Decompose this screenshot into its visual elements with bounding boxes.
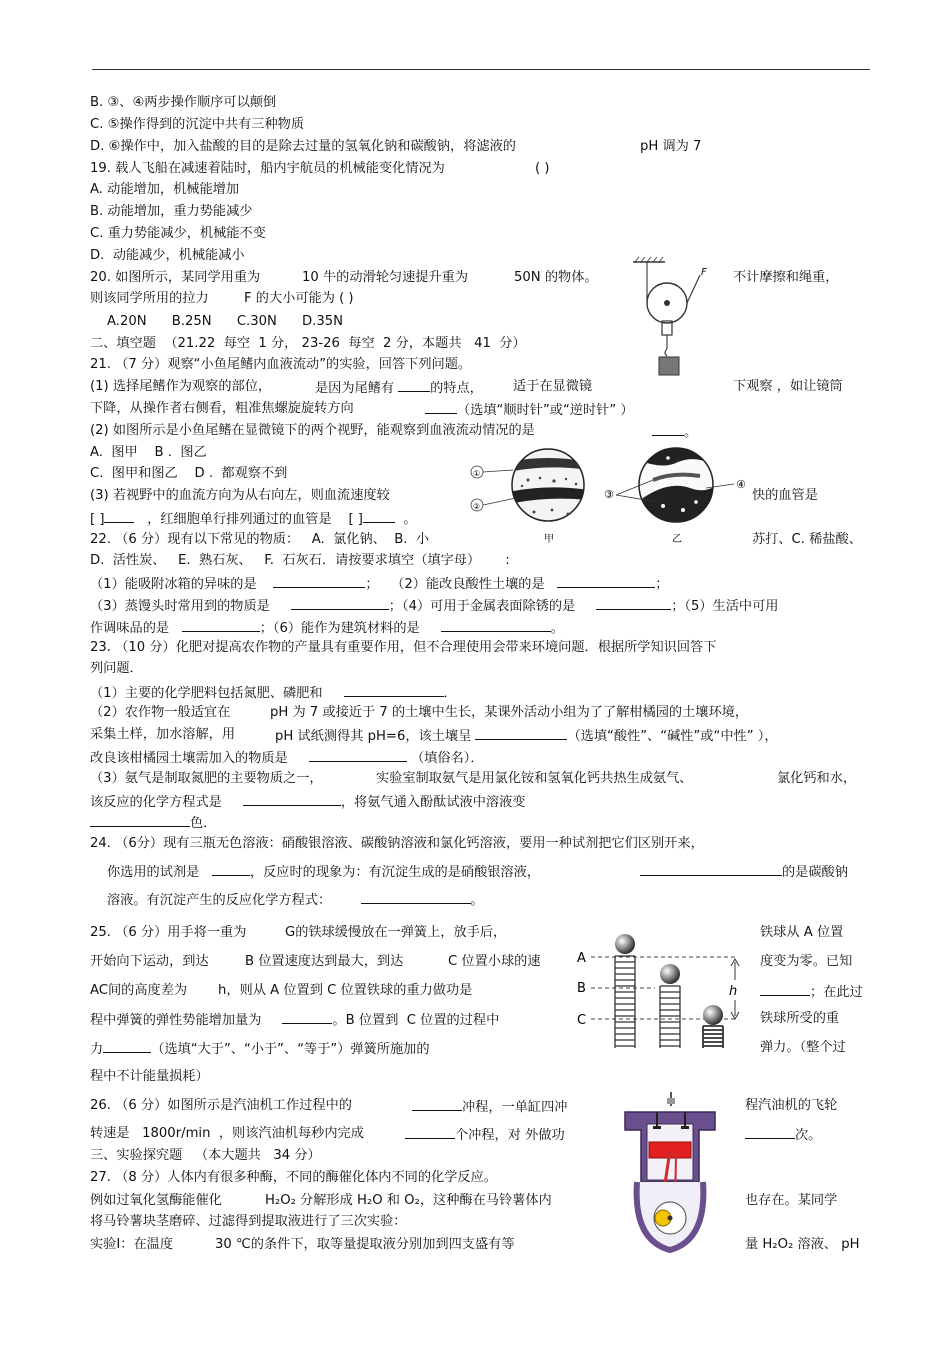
blank[interactable] (405, 1126, 455, 1139)
q22-e: （3）蒸馒头时常用到的物质是 ；（4）可用于金属表面除锈的是 ；（5）生活中可用 (90, 599, 779, 614)
q21-3b: 快的血管是 (752, 488, 818, 503)
q24-e: 溶液。有沉淀产生的反应化学方程式： 。 (107, 893, 484, 908)
q25-j: ；在此过 (760, 983, 863, 1001)
q25-d: 开始向下运动，到达 (90, 954, 209, 969)
label-h: h (729, 984, 738, 999)
q23-b: 列问题． (90, 661, 143, 676)
blank[interactable] (282, 1011, 332, 1024)
q23-2: （2）农作物一般适宜在 (90, 705, 231, 720)
microscope-figure (468, 440, 768, 550)
label-c: C (577, 1013, 587, 1028)
q20-text-6: F 的大小可能为 ( ) (244, 291, 354, 306)
blank[interactable] (640, 863, 782, 876)
blank[interactable] (557, 575, 655, 588)
q22-c: D. 活性炭、 E. 熟石灰、 F. 石灰石．请按要求填空（填字母） : (90, 553, 510, 568)
q21-1d: 适于在显微镜 (513, 379, 593, 394)
q20-text-4: 不计摩擦和绳重， (733, 270, 839, 285)
q21-2: (2) 如图所示是小鱼尾鳍在显微镜下的两个视野，能观察到血液流动情况的是 (90, 423, 535, 438)
q20-text-2: 10 牛的动滑轮匀速提升重为 (302, 270, 469, 285)
blank[interactable] (398, 379, 430, 392)
q25-b: G的铁球缓慢放在一弹簧上，放手后， (285, 925, 507, 940)
line-c: C. ⑤操作得到的沉淀中共有三种物质 (90, 117, 305, 132)
line-b: B. ③、④两步操作顺序可以颠倒 (90, 95, 277, 110)
q21-1e: 下观察 ，如让镜筒 (733, 379, 843, 394)
q25: 25. （6 分）用手将一重为 (90, 925, 247, 940)
pulley-figure (625, 255, 715, 380)
blank[interactable] (652, 423, 684, 436)
blank[interactable] (273, 575, 365, 588)
q22-f: 作调味品的是 ；（6）能作为建筑材料的是 。 (90, 621, 564, 636)
q19-option-b: B. 动能增加，重力势能减少 (90, 204, 253, 219)
q20-text-5: 则该同学所用的拉力 (90, 291, 209, 306)
q19-option-d: D. 动能减少，机械能减小 (90, 248, 245, 263)
q25-f: C 位置小球的速 (448, 954, 541, 969)
q27-d: 也存在。某同学 (745, 1193, 838, 1208)
blank[interactable] (104, 510, 134, 523)
q21-3c: [ ] ，红细胞单行排列通过的血管是 [ ] 。 (90, 512, 417, 527)
blank[interactable] (363, 510, 395, 523)
q23-2d: pH 试纸测得其 pH=6，该土壤呈 （选填“酸性”、“碱性”或“中性” ）， (275, 729, 778, 744)
label-3: ③ (604, 488, 614, 501)
blank[interactable] (760, 983, 810, 996)
q26: 26. （6 分）如图所示是汽油机工作过程中的 (90, 1098, 352, 1113)
section-3-title: 三、实验探究题 （本大题共 34 分） (90, 1148, 321, 1163)
q21-1b: 是因为尾鳍有 的特点， (315, 381, 483, 396)
q21-2-blank: 。 (652, 423, 697, 441)
q24: 24. （6分）现有三瓶无色溶液：硝酸银溶液、碳酸钠溶液和氯化钙溶液，要用一种试剂把它们区别开来， (90, 836, 704, 851)
blank[interactable] (103, 1040, 151, 1053)
q23-3b: 实验室制取氨气是用氯化铵和氢氧化钙共热生成氨气、 (376, 771, 693, 786)
blank[interactable] (182, 619, 260, 632)
q23-1: （1）主要的化学肥料包括氮肥、磷肥和 ． (90, 686, 457, 701)
line-d: D. ⑥操作中，加入盐酸的目的是除去过量的氢氧化钠和碳酸钠，将滤液的 (90, 139, 516, 154)
q23-3: （3）氨气是制取氮肥的主要物质之一， (90, 771, 323, 786)
q25-h: AC间的高度差为 (90, 983, 188, 998)
q25-k: 程中弹簧的弹性势能增加量为 。B 位置到 C 位置的过程中 (90, 1013, 500, 1028)
q24-b: 你选用的试剂是 ，反应时的现象为：有沉淀生成的是硝酸银溶液， (107, 865, 541, 880)
q25-p: 弹力。（整个过 (760, 1040, 846, 1055)
q21: 21. （7 分）观察“小鱼尾鳍内血液流动”的实验，回答下列问题。 (90, 357, 472, 372)
q27: 27. （8 分）人体内有很多种酶，不同的酶催化体内不同的化学反应。 (90, 1170, 497, 1185)
blank[interactable] (90, 814, 190, 827)
blank[interactable] (745, 1126, 795, 1139)
blank[interactable] (441, 619, 551, 632)
q27-g: 30 ℃的条件下，取等量提取液分别加到四支盛有等 (215, 1237, 515, 1252)
q23-3c: 氯化钙和水， (777, 771, 857, 786)
q27-b: 例如过氧化氢酶能催化 (90, 1193, 222, 1208)
q22-b: 苏打、C. 稀盐酸、 (752, 532, 862, 547)
q27-h: 量 H₂O₂ 溶液、 pH (745, 1237, 860, 1252)
q23-3f: 色． (90, 814, 216, 832)
q21-2-opts-2: C. 图甲和图乙 D . 都观察不到 (90, 466, 288, 481)
engine-figure (615, 1090, 725, 1260)
section-2-title: 二、填空题 （21.22 每空 1 分， 23-26 每空 2 分，本题共 41 分） (90, 336, 526, 351)
label-2: ② (473, 502, 481, 511)
blank[interactable] (309, 749, 407, 762)
q25-q: 程中不计能量损耗） (90, 1069, 209, 1084)
label-1: ① (473, 469, 481, 478)
q21-1g: （选填“顺时针”或“逆时针” ） (425, 401, 634, 419)
q27-f: 实验Ⅰ：在温度 (90, 1237, 174, 1252)
q23-2b: pH 为 7 或接近于 7 的土壤中生长，某课外活动小组为了了解柑橘园的土壤环境， (270, 705, 749, 720)
q19-paren: ( ) (535, 161, 550, 176)
label-b: B (577, 981, 586, 996)
q25-g: 度变为零。已知 (760, 954, 853, 969)
blank[interactable] (475, 727, 567, 740)
q21-3: (3) 若视野中的血流方向为从右向左，则血流速度较 (90, 488, 390, 503)
force-label: F (701, 267, 707, 278)
q20-text-3: 50N 的物体。 (514, 270, 598, 285)
blank[interactable] (212, 863, 250, 876)
blank[interactable] (243, 793, 341, 806)
blank[interactable] (291, 597, 389, 610)
q25-c: 铁球从 A 位置 (760, 925, 844, 940)
q21-1f: 下降，从操作者右侧看，粗准焦螺旋旋转方向 (90, 401, 354, 416)
q23-2c: 采集土样，加水溶解，用 (90, 727, 236, 742)
q19: 19. 载人飞船在减速着陆时，船内宇航员的机械能变化情况为 (90, 161, 445, 176)
blank[interactable] (344, 684, 444, 697)
q26-d: 转速是 1800r/min ，则该汽油机每秒内完成 (90, 1126, 364, 1141)
q22-d: （1）能吸附冰箱的异味的是 ； （2）能改良酸性土壤的是 ； (90, 577, 669, 592)
q25-e: B 位置速度达到最大，到达 (245, 954, 404, 969)
q23-2f: 改良该柑橘园土壤需加入的物质是 （填俗名）． (90, 751, 484, 766)
q25-m: 铁球所受的重 (760, 1011, 840, 1026)
q20-text: 20. 如图所示，某同学用重为 (90, 270, 261, 285)
q22: 22. （6 分）现有以下常见的物质： A. 氯化钠、 B. 小 (90, 532, 430, 547)
label-jia: 甲 (544, 534, 554, 545)
q26-b: 冲程，一单缸四冲 (412, 1098, 568, 1116)
spring-figure (575, 932, 755, 1057)
blank[interactable] (596, 597, 671, 610)
q23: 23. （10 分）化肥对提高农作物的产量具有重要作用，但不合理使用会带来环境问题．根据所学知识回答下 (90, 640, 717, 655)
q21-1: (1) 选择尾鳍作为观察的部位， (90, 379, 272, 394)
header-rule (92, 69, 870, 70)
q19-option-c: C. 重力势能减少，机械能不变 (90, 226, 266, 241)
blank[interactable] (412, 1098, 462, 1111)
q26-c: 程汽油机的飞轮 (745, 1098, 838, 1113)
q27-c: H₂O₂ 分解形成 H₂O 和 O₂，这种酶在马铃薯体内 (265, 1193, 552, 1208)
q24-d: 的是碳酸钠 (640, 863, 848, 881)
q27-e: 将马铃薯块茎磨碎、过滤得到提取液进行了三次实验： (90, 1214, 407, 1229)
blank[interactable] (425, 401, 457, 414)
label-4: ④ (736, 478, 746, 491)
label-yi: 乙 (672, 534, 682, 545)
blank[interactable] (361, 891, 471, 904)
q21-2-opts-1: A. 图甲 B . 图乙 (90, 445, 207, 460)
q25-n: 力 （选填“大于”、“小于”、“等于”）弹簧所施加的 (90, 1042, 430, 1057)
q19-option-a: A. 动能增加，机械能增加 (90, 182, 240, 197)
q26-e: 个冲程，对 外做功 (405, 1126, 565, 1144)
q20-options: A.20N B.25N C.30N D.35N (107, 314, 344, 329)
q26-g: 次。 (745, 1126, 821, 1144)
q23-3d: 该反应的化学方程式是 ，将氨气通入酚酞试液中溶液变 (90, 795, 526, 810)
q25-i: h，则从 A 位置到 C 位置铁球的重力做功是 (218, 983, 473, 998)
line-d-ph: pH 调为 7 (640, 139, 702, 154)
label-a: A (577, 951, 586, 966)
